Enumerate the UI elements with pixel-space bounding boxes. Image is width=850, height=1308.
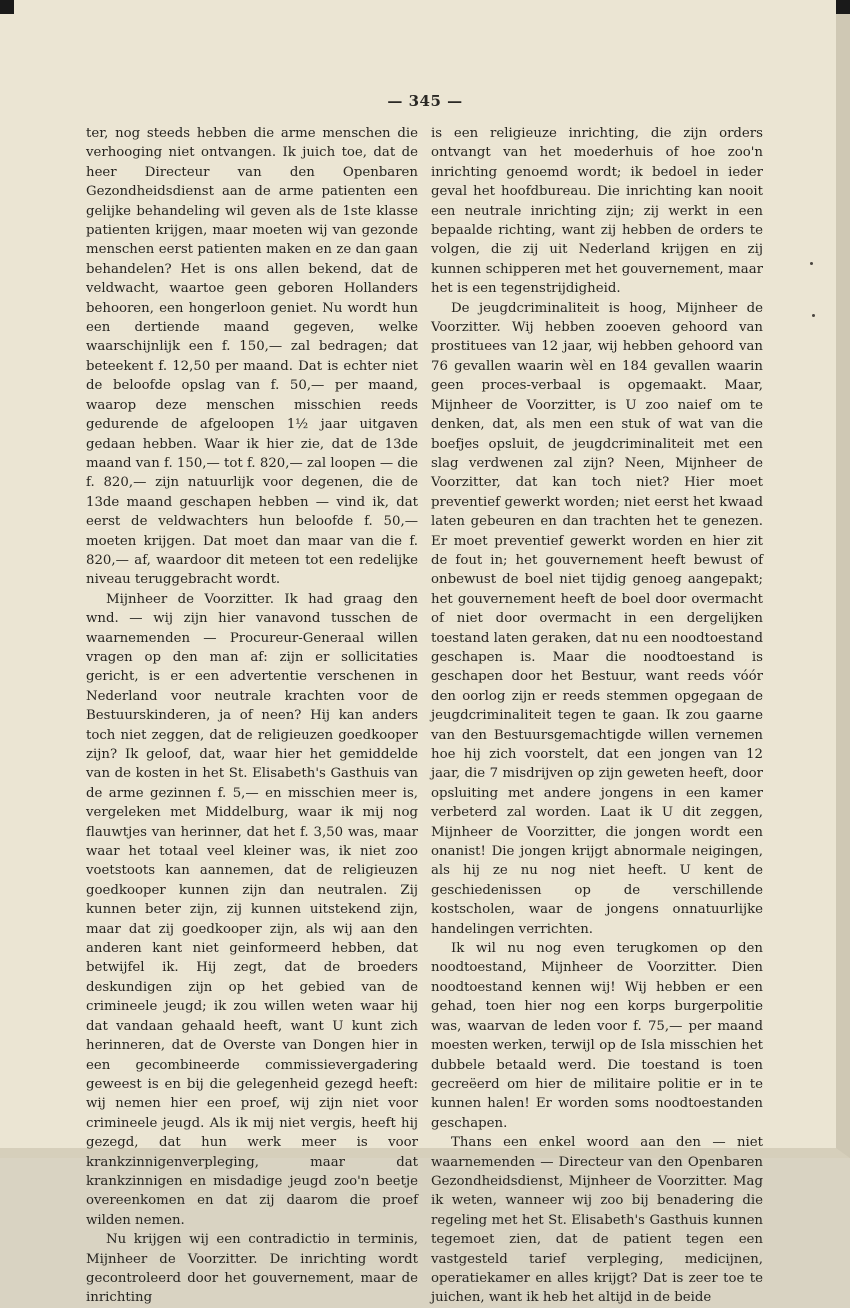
margin-dot: [810, 262, 813, 265]
paragraph: De jeugdcriminaliteit is hoog, Mijnheer de Voorzitter. Wij hebben zooeven gehoord van prostituees van 12 jaar, wij hebben gehoord van 76 gevallen waarin wèl en 184 gevallen waarin geen proces-verbaal is opgemaakt. Maar, Mijnheer de Voorzitter, is U zoo naief om te denken, dat, als men een stuk of wat van die boefjes opsluit, de jeugdcriminaliteit met een slag verdwenen zal zijn? Neen, Mijnheer de Voorzitter, dat kan toch niet? Hier moet preventief gewerkt worden; niet eerst het kwaad laten gebeuren en dan trachten het te genezen. Er moet preventief gewerkt worden en hier zit de fout in; het gouvernement heeft bewust of onbewust de boel niet tijdig genoeg aangepakt; het gouvernement heeft de boel door overmacht of niet door overmacht in een dergelijken toestand laten geraken, dat nu een noodtoestand geschapen is. Maar die noodtoestand is geschapen door het Bestuur, want reeds vóór den oorlog zijn er reeds stemmen opgegaan de jeugdcriminaliteit tegen te gaan. Ik zou gaarne van den Bestuursgemachtigde willen vernemen hoe hij zich voorstelt, dat een jongen van 12 jaar, die 7 misdrijven op zijn geweten heeft, door opsluiting met andere jongens in een kamer verbeterd zal worden. Laat ik U dit zeggen, Mijnheer de Voorzitter, die jongen wordt een onanist! Die jongen krijgt abnormale neigingen, als hij ze nu nog niet heeft. U kent de geschiedenissen op de verschillende kostscholen, waar de jongens onnatuurlijke handelingen verrichten.: [431, 300, 763, 937]
paragraph: Ik wil nu nog even terugkomen op den noodtoestand, Mijnheer de Voorzitter. Dien noodtoestand kennen wij! Wij hebben er een gehad, toen hier nog een korps burgerpolitie was, waarvan de leden voor f. 75,— per maand moesten werken, terwijl op de Isla misschien het dubbele betaald werd. Die toestand is toen gecreëerd om hier de militaire politie er in te kunnen halen! Er worden soms noodtoestanden geschapen.: [431, 941, 763, 1131]
scan-corner-mark: [836, 0, 850, 14]
page-number: — 345 —: [387, 92, 463, 110]
paragraph: Mijnheer de Voorzitter. Ik had graag den wnd. — wij zijn hier vanavond tusschen de waarnemenden — Procureur-Generaal willen vragen op den man af: zijn er sollicitaties gericht, is er een advertentie verschenen in Nederland voor neutrale krachten voor de Bestuurskinderen, ja of neen? Hij kan anders toch niet zeggen, dat de religieuzen goedkooper zijn? Ik geloof, dat, waar hier het gemiddelde van de kosten in het St. Elisabeth's Gasthuis van de arme gezinnen f. 5,— en misschien meer is, vergeleken met Middelburg, waar ik mij nog flauwtjes van herinner, dat het f. 3,50 was, maar waar het totaal veel kleiner was, ik niet zoo voetstoots kan aannemen, dat de religieuzen goedkooper kunnen zijn dan neutralen. Zij kunnen beter zijn, zij kunnen uitstekend zijn, maar dat zij goedkooper zijn, als wij aan den anderen kant niet geinformeerd hebben, dat betwijfel ik. Hij zegt, dat de broeders deskundigen zijn op het gebied van de crimineele jeugd; ik zou willen weten waar hij dat vandaan gehaald heeft, want U kunt zich herinneren, dat de Overste van Dongen hier in een gecombineerde commissievergadering geweest is en bij die gelegenheid gezegd heeft: wij nemen hier een proef, wij zijn niet voor crimineele jeugd. Als ik mij niet vergis, heeft hij gezegd, dat hun werk meer is voor krankzinnigenverpleging, maar dat krankzinnigen en misdadige jeugd zoo'n beetje overeenkomen en dat zij daarom die proef wilden nemen.: [86, 591, 418, 1228]
paragraph: Thans een enkel woord aan den — niet waarnemenden — Directeur van den Openbaren Gezondheidsdienst, Mijnheer de Voorzitter. Mag ik weten, wanneer wij zoo bij benadering die regeling met het St. Elisabeth's Gasthuis kunnen tegemoet zien, dat de patient tegen een vastgesteld tarief verpleging, medicijnen, operatiekamer en alles krijgt? Dat is zeer toe te juichen, want ik heb het altijd in de beide: [431, 1135, 763, 1306]
paragraph: is een religieuze inrichting, die zijn orders ontvangt van het moederhuis of hoe zoo'n inrichting genoemd wordt; ik bedoel in ieder geval het hoofdbureau. Die inrichting kan nooit een neutrale inrichting zijn; zij werkt in een bepaalde richting, want zij hebben de orders te volgen, die zij uit Nederland krijgen en zij kunnen schipperen met het gouvernement, maar het is een tegenstrijdigheid.: [431, 126, 763, 297]
left-column: [86, 124, 418, 1308]
scan-corner-mark: [0, 0, 14, 14]
margin-dot: [812, 314, 815, 317]
right-column: [431, 124, 763, 1308]
paragraph: Nu krijgen wij een contradictio in terminis, Mijnheer de Voorzitter. De inrichting wordt gecontroleerd door het gouvernement, maar de inrichting: [86, 1232, 418, 1306]
paragraph: ter, nog steeds hebben die arme menschen die verhooging niet ontvangen. Ik juich toe, dat de heer Directeur van den Openbaren Gezondheidsdienst aan de arme patienten een gelijke behandeling wil geven als de 1ste klasse patienten krijgen, maar moeten wij van gezonde menschen eerst patienten maken en ze dan gaan behandelen? Het is ons allen bekend, dat de veldwacht, waartoe geen geboren Hollanders behooren, een hongerloon geniet. Nu wordt hun een dertiende maand gegeven, welke waarschijnlijk een f. 150,— zal bedragen; dat beteekent f. 12,50 per maand. Dat is echter niet de beloofde opslag van f. 50,— per maand, waarop deze menschen misschien reeds gedurende de afgeloopen 1½ jaar uitgaven gedaan hebben. Waar ik hier zie, dat de 13de maand van f. 150,— tot f. 820,— zal loopen — die f. 820,— zijn natuurlijk voor degenen, die de 13de maand geschapen hebben — vind ik, dat eerst de veldwachters hun beloofde f. 50,— moeten krijgen. Dat moet dan maar van die f. 820,— af, waardoor dit meteen tot een redelijke niveau teruggebracht wordt.: [86, 126, 418, 588]
